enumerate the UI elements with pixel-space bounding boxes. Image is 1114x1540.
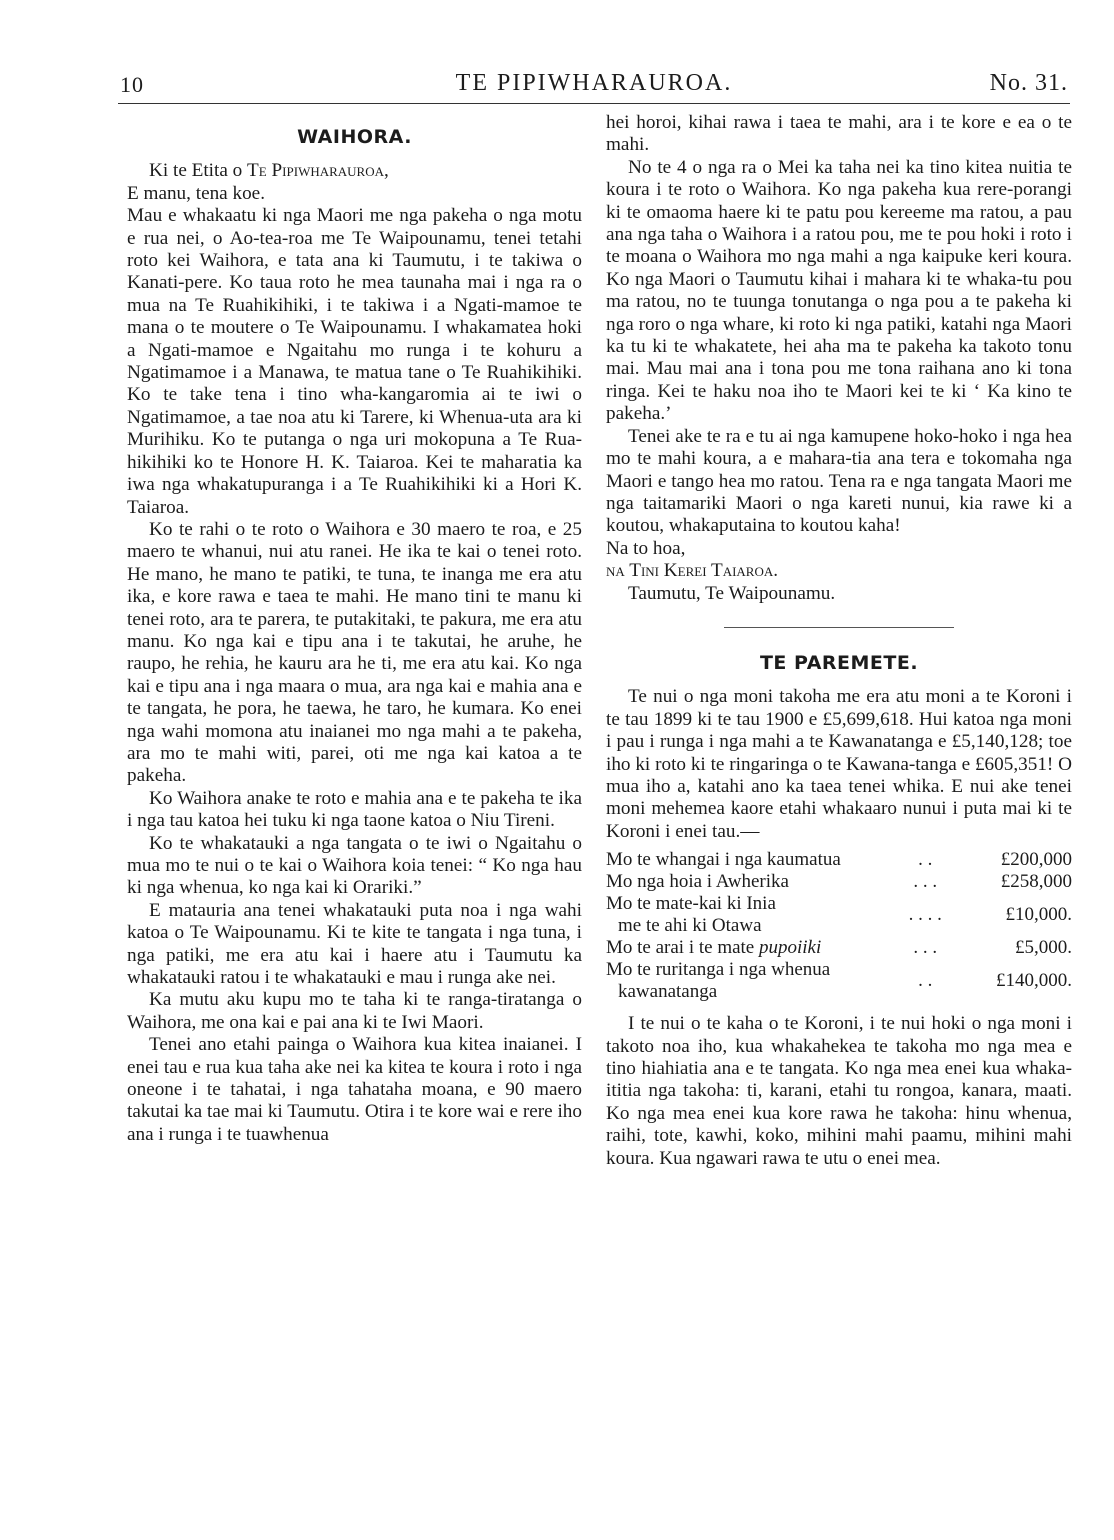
table-amount: £200,000 [1000,849,1072,871]
table-leader: . . . [913,937,938,959]
table-row [606,937,1072,959]
table-row [606,959,1072,1003]
signoff-name: na Tini Kerei Taiaroa. [606,560,779,582]
table-leader: . . [918,849,933,871]
paragraph: hei horoi, kihai rawa i taea te mahi, ara i te kore e ea o te mahi. [606,112,1072,156]
paragraph: Ko te rahi o te roto o Waihora e 30 maero te roa, e 25 maero te whanui, nui atu ranei. He ika te kai o tenei roto. He mano, he mano te patiki, te tuna, te inanga me era atu ika, e kore rawa e taea te mahi. He mano tini te manu ki tenei roto, ara te parera, te putakitaki, te pakura, me era atu manu. Ko nga kai e tipu ana i te takutai, he aruhe, he raupo, he rehia, he kauru ara he ti, me era atu kai. Ko nga kai e tipu ana i nga maara o mua, ara nga kai e mahia ana e te tangata, he pora, he taewa, he taro, he kumara. Ko enei nga wahi momona atu inaianei mo nga mahi a te pakeha, ara mo te mahi witi, parei, oti me nga kai katoa a te pakeha. [127,518,582,787]
table-label [606,937,895,959]
page-header [120,68,1068,102]
paragraph: Ko Waihora anake te roto e mahia ana e te pakeha te ika i nga tau katoa hei tuku ki nga taone katoa o Niu Tireni. [127,787,582,832]
table-label-line: kawanatanga [618,981,718,1003]
signoff-place: Taumutu, Te Waipounamu. [628,582,836,604]
page-number: 10 [120,72,144,97]
table-label: Mo nga hoia i Awherika [606,871,789,893]
table-amount: £5,000. [1015,937,1072,959]
table-label [606,893,895,937]
table-label-line: Mo te ruritanga i nga whenua [606,959,831,981]
salutation-prefix: Ki te Etita o [149,160,243,182]
salutation-greeting: E manu, tena koe. [127,182,265,204]
paragraph: Tenei ano etahi painga o Waihora kua kitea inaianei. I enei tau e rua kua taha ake nei ka kitea te koura i roto i nga oneone i te tahatai, i nga tahataha moana, e 90 maero takutai ka tae mai ki Taumutu. Otira i te kore wai e rere iho ana i runga i te tuawhenua [127,1034,582,1145]
table-label-italic: pupoiiki [759,937,822,959]
table-label: Mo te whangai i nga kaumatua [606,849,841,871]
paragraph: E matauria ana tenei whakatauki puta noa i nga wahi katoa o Te Waipounamu. Ki te kite te tangata i nga tuna, i nga patiki, me era atu kai i haere atu i Taumutu ka whakatauki ratou i te whakatauki e mau i runga ake nei. [127,899,582,989]
article-heading-waihora: WAIHORA. [297,126,412,148]
table-label-text: Mo te arai i te mate [606,937,755,959]
paragraph: Te nui o nga moni takoha me era atu moni a te Koroni i te tau 1899 ki te tau 1900 e £5,699,618. Hui katoa nga moni i pau i runga i nga mahi a te Kawanatanga e £5,140,128; toe iho ki roto ki te ringaringa o te Kawana-tanga e £605,351! O mua iho a, katahi ano ka taea tenei whika. E nui ake tenei moni mehemea kaore etahi whakaaro nunui i puta mai ki te Koroni i enei tau.— [606,686,1072,842]
table-label-line: me te ahi ki Otawa [618,915,762,937]
table-leader: . . . . [908,904,942,926]
paragraph: Tenei ake te ra e tu ai nga kamupene hoko-hoko i nga hea mo te mahi koura, a e mahara-tia ana tera e tokomaha nga Maori e tango hea mo ratou. Tena ra e nga tangata Maori me nga taitamariki Maori o nga kareti nunui, kia rawe ki a koutou, whakaputaina to koutou kaha! [606,425,1072,537]
table-label-line: Mo te mate-kai ki Inia [606,893,776,915]
expenditure-table [606,849,1072,1003]
paragraph: Mau e whakaatu ki nga Maori me nga pakeha o nga motu e rua nei, o Ao-tea-roa me Te Waipounamu, tenei tetahi roto kei Waihora, e tata ana ki Taumutu, i te takiwa o Kanati-pere. Ko taua roto he mea taunaha mai i nga ra o mua na Te Ruahikihiki, i te takiwa i a Ngati-mamoe te mana o te moutere o Te Waipounamu. I whakamatea hoki a Ngati-mamoe e Ngaitahu mo runga i te kohuru a Ngatimamoe i a Manawa, te matua tane o Te Ruahikihiki. Ko te take tena i tino wha-kangaromia ai te iwi o Ngatimamoe, a tae noa atu ki Tarere, ki Whenua-uta ara ki Murihiku. Ko te putanga o nga uri mokopuna a Te Rua-hikihiki ko te Honore H. K. Taiaroa. Kei te maharatia ka iwa nga whakatupuranga i a Te Ruahikihiki ki a Hori K. Taiaroa. [127,205,582,518]
section-divider [724,627,954,628]
table-amount: £140,000. [996,970,1072,992]
paragraph: Ka mutu aku kupu mo te taha ki te ranga-tiratanga o Waihora, me ona kai e pai ana ki te Iwi Maori. [127,989,582,1033]
left-column [127,112,582,1146]
table-amount: £258,000 [1000,871,1072,893]
paragraph: Ko te whakatauki a nga tangata o te iwi o Ngaitahu o mua mo te nui o te kai o Waihora koia tenei: “ Ko nga hau ki nga whenua, ko nga kai ki Orariki.” [127,832,582,899]
table-leader: . . . [913,871,938,893]
table-label [606,959,895,1003]
table-row [606,849,1072,871]
table-leader: . . [918,970,933,992]
header-rule [118,103,1070,104]
issue-number: No. 31. [989,70,1068,96]
table-row [606,893,1072,937]
salutation [127,160,582,182]
salutation-name: Te Pipiwharauroa, [247,160,389,182]
table-amount: £10,000. [1005,904,1072,926]
paragraph: I te nui o te kaha o te Koroni, i te nui hoki o nga moni i takoto noa iho, kua whakahekea te takoha mo nga mea e tino hiahiatia ana e te tangata. Ko nga mea enei kua whaka-ititia nga takoha: ti, karani, etahi tu rongoa, kanara, maati. Ko nga mea enei kua kore rawa he takoha: hinu whenua, raihi, tote, kawhi, koko, mihini mahi paamu, mihini mahi koura. Kua ngawari rawa te utu o enei mea. [606,1013,1072,1169]
table-row [606,871,1072,893]
signoff-line: Na to hoa, [606,537,686,559]
right-column [606,112,1072,1170]
paragraph: No te 4 o nga ra o Mei ka taha nei ka tino kitea nuitia te koura i te roto o Waihora. Ko nga pakeha kua rere-porangi ki te omaoma haere ki te patu pou kereeme ma ratou, a pau ana nga taha o Waihora i a ratou pou, me te pou hoki i roto i te moana o Waihora mo nga mahi a nga kaipuke keri koura. Ko nga Maori o Taumutu kihai i mahara ki te whaka-tu pou ma ratou, no te tuunga tonutanga o nga pou a te pakeha ki nga roro o nga whare, ki roto ki nga patiki, katahi nga Maori ka tu ki te whakatete, hei aha ma te pakeha ka takoto tonu mai. Mau mai ana i tona pou me tona raihana ano ki tona ringa. Kei te haku noa iho te Maori kei te ki ‘ Ka kino te pakeha.’ [606,156,1072,425]
article-heading-paremete: TE PAREMETE. [759,651,919,674]
publication-title: TE PIPIWHARAUROA. [455,70,733,96]
